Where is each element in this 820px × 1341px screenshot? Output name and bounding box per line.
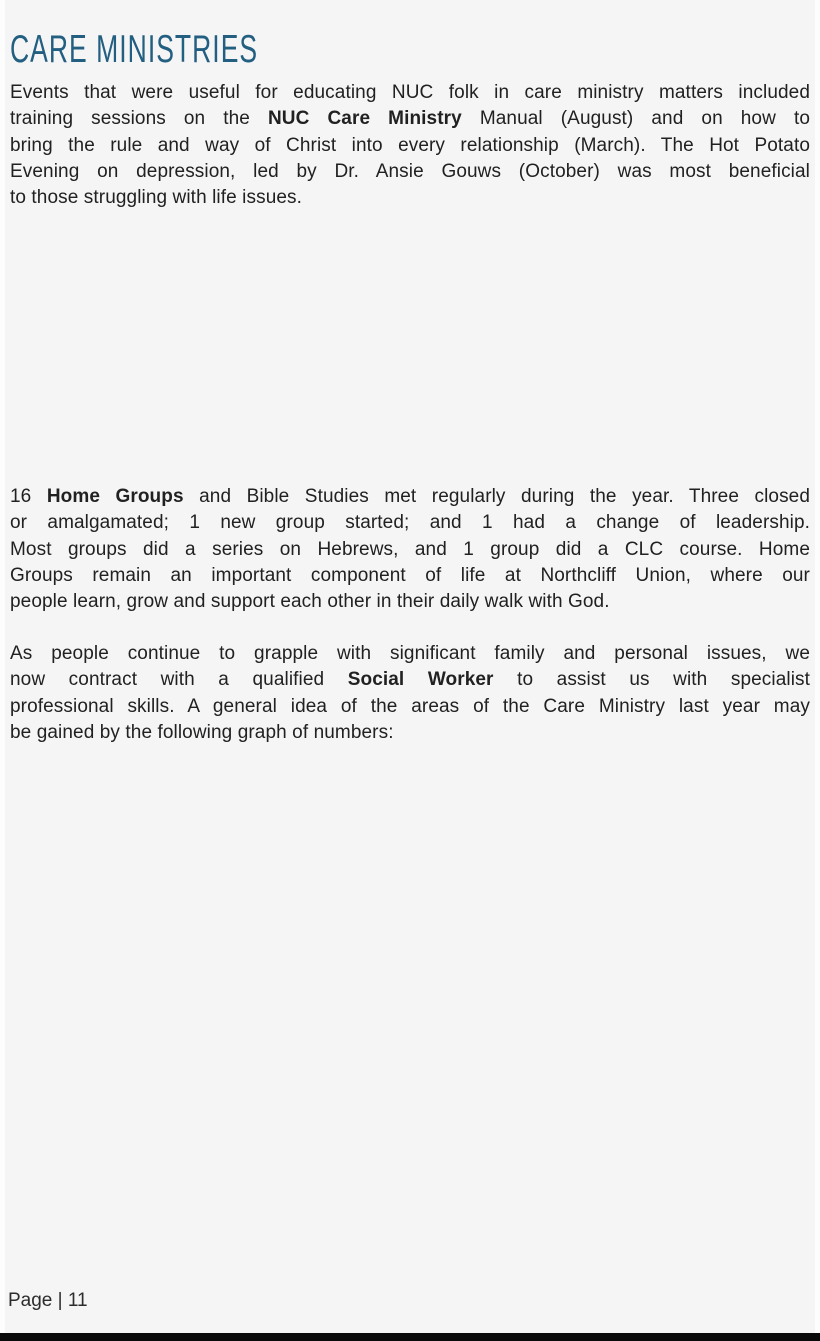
text-segment: to those struggling with life issues. xyxy=(10,187,303,209)
bottom-edge-bar xyxy=(0,1333,820,1341)
text-segment-bold: NUC Care Ministry xyxy=(267,108,462,130)
text-line xyxy=(10,510,810,536)
text-line xyxy=(10,563,810,589)
text-segment: Manual (August) and on how to xyxy=(461,108,810,130)
text-segment: or amalgamated; 1 new group started; and 1 had a change of leadership. xyxy=(10,512,810,534)
text-segment: 16 xyxy=(10,486,47,507)
text-line xyxy=(10,537,810,563)
text-segment: now contract with a qualified xyxy=(10,669,348,691)
page-number: Page | 11 xyxy=(8,1290,88,1311)
text-segment: Events that were useful for educating NUC folk in care ministry matters included xyxy=(10,82,810,103)
text-line xyxy=(10,484,810,510)
page-left-edge xyxy=(0,0,5,1341)
text-line xyxy=(10,80,810,106)
text-segment: Groups remain an important component of life at Northcliff Union, where our xyxy=(10,564,810,586)
text-segment: and Bible Studies met regularly during the year. Three closed xyxy=(183,486,810,507)
page-title: CARE MINISTRIES xyxy=(10,28,259,71)
text-segment: As people continue to grapple with significant family and personal issues, we xyxy=(10,643,810,664)
text-segment: Evening on depression, led by Dr. Ansie Gouws (October) was most beneficial xyxy=(10,160,810,182)
paragraph-social-worker xyxy=(10,641,810,746)
text-segment: people learn, grow and support each other in their daily walk with God. xyxy=(10,591,610,613)
text-segment: training sessions on the xyxy=(10,108,268,130)
text-line xyxy=(10,667,810,693)
text-line xyxy=(10,133,810,159)
text-line xyxy=(10,159,810,185)
text-segment: professional skills. A general idea of the areas of the Care Ministry last year may xyxy=(10,695,810,717)
text-line xyxy=(10,720,810,746)
text-line xyxy=(10,694,810,720)
text-segment-bold: Home Groups xyxy=(46,486,184,507)
text-line xyxy=(10,589,810,615)
text-line xyxy=(10,185,810,211)
paragraph-home-groups xyxy=(10,484,810,615)
page-right-edge xyxy=(815,0,820,1341)
text-segment: to assist us with specialist xyxy=(493,669,810,691)
text-line xyxy=(10,641,810,667)
text-segment: bring the rule and way of Christ into every relationship (March). The Hot Potato xyxy=(10,134,810,156)
text-line xyxy=(10,106,810,132)
paragraph-care-events xyxy=(10,80,810,211)
text-segment-bold: Social Worker xyxy=(347,669,494,691)
text-segment: be gained by the following graph of numbers: xyxy=(10,721,394,743)
text-segment: Most groups did a series on Hebrews, and 1 group did a CLC course. Home xyxy=(10,538,810,560)
